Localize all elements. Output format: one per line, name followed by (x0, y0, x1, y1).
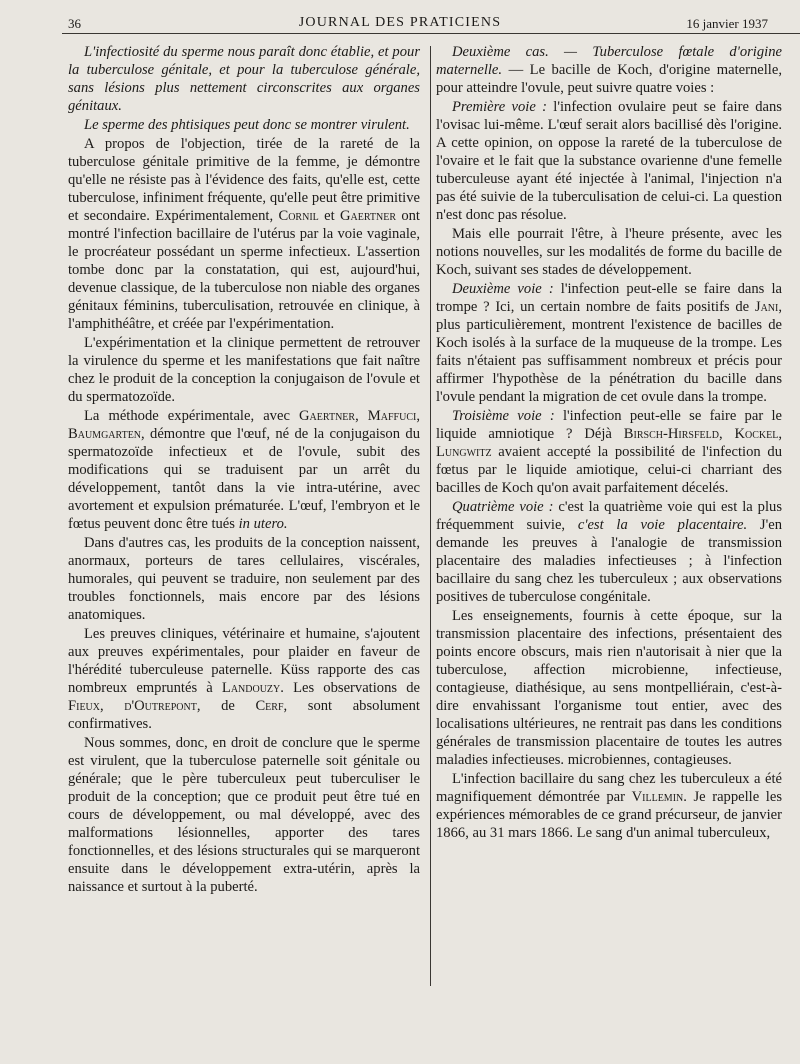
header-rule (62, 33, 800, 34)
text-run: l'infection peut-elle se faire dans la trompe ? Ici, un certain nombre de faits positifs de (436, 281, 782, 315)
text-run: Quatrième voie : (452, 499, 554, 515)
text-run: Première voie : (452, 99, 547, 115)
paragraph (436, 607, 782, 769)
paragraph (436, 225, 782, 279)
text-run: Cornil (278, 208, 319, 224)
text-run: Troisième voie : (452, 408, 555, 424)
text-run: c'est la quatrième voie qui est la plus fréquemment suivie, (436, 499, 782, 533)
text-run: Je rappelle les expériences mémorables de ce grand précurseur, de janvier 1866, au 31 mars 1866. Le sang d'un animal tuberculeux, (436, 789, 783, 841)
text-run: Gaertner, Maffuci, Baumgarten, (68, 408, 420, 442)
text-run: ont montré l'infection bacillaire de l'utérus par la voie vaginale, le procréateur possédant un sperme infectieux. L'assertion tombe donc par la constatation, qui est, aujourd'hui, devenue classique, de la tuberculose non niable des organes génitaux féminins, tuberculisation, retrouvée en clinique, à l'amphithéâtre, et créée par l'expérimentation. (68, 208, 420, 332)
text-run: A propos de l'objection, tirée de la rareté de la tuberculose génitale primitive de la femme, je démontre qu'elle ne résiste pas à l'évidence des faits, qu'elle est, cette tuberculose, infiniment fréquente, qu'elle peut être primitive et secondaire. Expérimentalement, (68, 136, 420, 224)
paragraph (68, 625, 420, 733)
text-run: La méthode expérimentale, avec (84, 408, 300, 424)
text-run: Mais elle pourrait l'être, à l'heure présente, avec les notions nouvelles, sur les modalités de forme du bacille de Koch, suivant ses stades de développement. (436, 226, 782, 278)
text-run: de (200, 698, 256, 714)
text-run: Gaertner (339, 208, 397, 224)
paragraph (436, 407, 782, 497)
text-run: plus particulièrement, montrent l'existence de bacilles de Koch isolés à la surface de la muqueuse de la trompe. Les faits n'étaient pas suffisamment nombreux et précis pour affirmer l'hypothèse de la pénétration du bacille dans l'ovule pendant la migration de cet ovule dans la trompe. (436, 317, 782, 405)
paragraph (436, 43, 782, 97)
paragraph (436, 770, 782, 842)
text-run: Cerf, (255, 698, 288, 714)
text-run: Landouzy. (221, 680, 284, 696)
text-run: Birsch-Hirsfeld, Kockel, Lungwitz (436, 426, 783, 460)
text-run: Villemin. (631, 789, 687, 805)
paragraph (68, 116, 420, 134)
paragraph (68, 407, 420, 533)
text-run: — Le bacille de Koch, d'origine maternelle, pour atteindre l'ovule, peut suivre quatre voies : (436, 62, 782, 96)
paragraph (436, 98, 782, 224)
text-run: Nous sommes, donc, en droit de conclure que le sperme est virulent, que la tuberculose paternelle soit génitale ou générale; que le père tuberculeux peut tuberculiser le produit de la conception; que ce produit peut être tué en cours de développement, ou mal développé, avec des malformations lésionnelles, apporter des tares fonctionnelles, et des lésions structurales qui se marqueront ensuite dans le développement extra-utérin, après la naissance et surtout à la puberté. (68, 735, 420, 895)
page-header (0, 0, 800, 34)
journal-title: JOURNAL DES PRATICIENS (298, 15, 502, 30)
text-run: L'expérimentation et la clinique permettent de retrouver la virulence du sperme et les manifestations que fait naître chez le produit de la conception la conjugaison de l'ovule et du spermatozoïde. (68, 335, 420, 405)
paragraph (68, 334, 420, 406)
paragraph (436, 498, 782, 606)
issue-date: 16 janvier 1937 (686, 16, 768, 31)
text-run: in utero. (238, 516, 288, 532)
text-run: Les preuves cliniques, vétérinaire et humaine, s'ajoutent aux preuves expérimentales, pour plaider en faveur de l'hérédité tuberculeuse paternelle. Küss rapporte des cas nombreux empruntés à (68, 626, 420, 696)
text-run: et (318, 208, 340, 224)
text-run: Dans d'autres cas, les produits de la conception naissent, anormaux, porteurs de tares cellulaires, viscérales, humorales, qui peuvent se traduire, non seulement par des troubles fonctionnels, mais encore par des lésions anatomiques. (68, 535, 420, 623)
text-run: Les enseignements, fournis à cette époque, sur la transmission placentaire des infections, présentaient des points encore obscurs, mais rien n'autorisait à nier que la tuberculose, affection microbienne, infectieuse, contagieuse, diathésique, au sens montpelliérain, c'est-à-dire envahissant l'organisme tout entier, avec des localisations ultérieures, ne rentrait pas dans les conditions générales de transmission placentaire de toutes les autres maladies infectieuses. microbiennes, contagieuses. (436, 608, 782, 768)
text-run: Fieux, d'Outrepont, (68, 698, 201, 714)
right-column (436, 43, 782, 843)
paragraph (436, 280, 782, 406)
text-run: l'infection peut-elle se faire par le liquide amniotique ? Déjà (436, 408, 782, 442)
paragraph (68, 135, 420, 333)
paragraph (68, 534, 420, 624)
text-run: L'infection bacillaire du sang chez les tuberculeux a été magnifiquement démontrée par (436, 771, 782, 805)
text-run: Les observations de (283, 680, 420, 696)
paragraph (68, 43, 420, 115)
text-run: avaient accepté la possibilité de l'infection du fœtus par le liquide amiotique, celui-ci charriant des bacilles de Koch qu'on avait parfaitement décelés. (436, 444, 782, 496)
text-run: Le sperme des phtisiques peut donc se montrer virulent. (84, 117, 410, 133)
text-run: sont absolument confirmatives. (68, 698, 420, 732)
text-run: L'infectiosité du sperme nous paraît donc établie, et pour la tuberculose génitale, et pour la tuberculose générale, sans lésions plus nettement circonscrites aux organes génitaux. (68, 44, 420, 114)
text-run: Jani, (754, 299, 782, 315)
paragraph (68, 734, 420, 896)
page-number: 36 (68, 16, 81, 31)
text-run: Deuxième voie : (452, 281, 554, 297)
column-divider (430, 46, 431, 986)
text-run: c'est la voie placentaire. (577, 517, 748, 533)
text-run: l'infection ovulaire peut se faire dans l'ovisac lui-même. L'œuf serait alors bacillisé dès l'origine. A cette opinion, on oppose la rareté de la tuberculose de l'ovaire et le fait que la substance ovarienne d'une femelle tuberculeuse ayant été injectée à l'animal, l'injection n'a pas été suivie de la tuberculisation de celui-ci. La question n'est donc pas résolue. (436, 99, 782, 223)
left-column (68, 43, 420, 897)
text-run: démontre que l'œuf, né de la conjugaison du spermatozoïde infectieux et de l'ovule, subit des modifications qui se traduisent par un arrêt du développement, tantôt dans la vie intra-utérine, avec avortement et expulsion prématurée. L'œuf, l'embryon et le fœtus peuvent donc être tués (68, 426, 420, 532)
text-run: Deuxième cas. — Tuberculose fœtale d'origine maternelle. (436, 44, 782, 78)
text-run: J'en demande les preuves à l'analogie de transmission placentaire des maladies infectieuses ; à l'infection bacillaire du sang chez les tuberculeux ; aux observations positives de tuberculose congénitale. (436, 517, 783, 605)
